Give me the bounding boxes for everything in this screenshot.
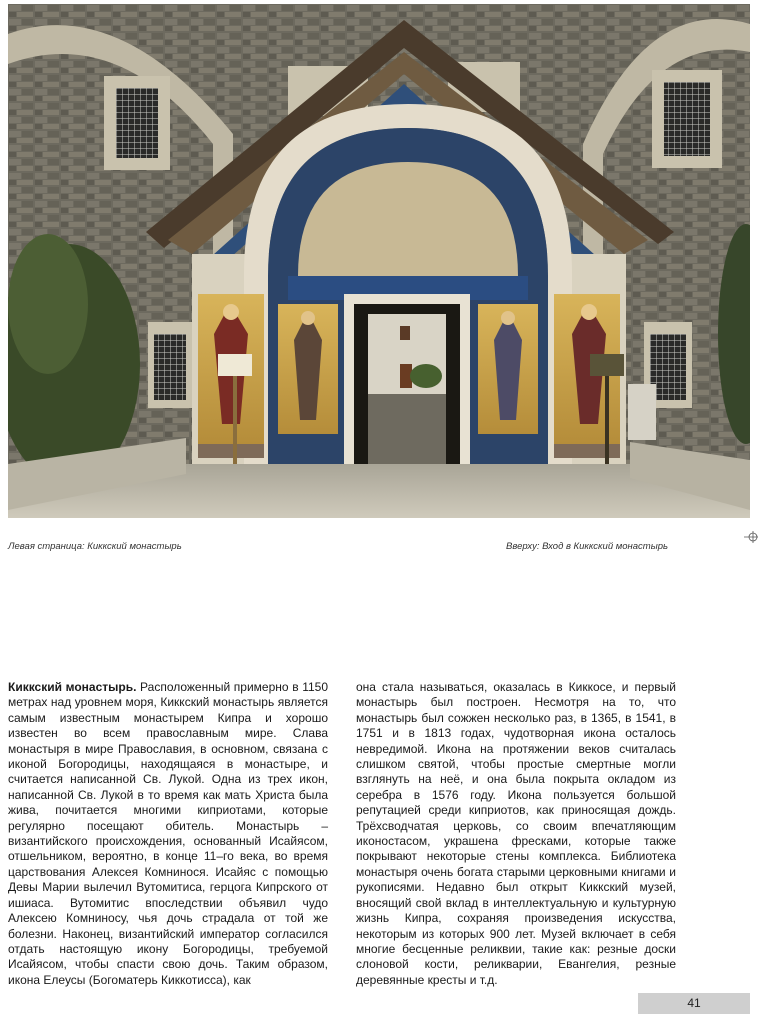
page-number: 41 xyxy=(638,993,750,1014)
article-lead-heading: Киккский монастырь. xyxy=(8,680,137,694)
caption-left-page: Левая страница: Киккский монастырь xyxy=(8,541,182,552)
article-column-left xyxy=(8,680,328,988)
caption-top-photo: Вверху: Вход в Киккский монастырь xyxy=(506,541,668,552)
crop-mark-icon xyxy=(744,530,758,544)
article-column-right: она стала называться, оказалась в Киккосе, и первый монастырь был построен. Несмотря на то, что монастырь был сожжен несколько раз, в 1365, в 1541, в 1751 и в 1813 годах, чудотворная икона осталось невредимой. Икона на протяжении веков считалась слишком святой, чтобы простые смертные могли взглянуть на неё, и она была покрыта окладом из серебра в 1576 году. Икона пользуется большой репутацией среди киприотов, как приносящая дождь. Трёхсводчатая церковь, со своим впечатляющим иконостасом, украшена фресками, которые также покрывают некоторые стены комплекса. Библиотека монастыря очень богата старыми церковными книгами и рукописями. Недавно был открыт Киккский музей, вносящий свой вклад в интеллектуальную и культурную жизнь Кипра, сохраняя произведения искусства, некоторым из которых 900 лет. Музей включает в себя многие бесценные реликвии, такие как: резные доски слоновой кости, реликварии, Евангелия, резные деревянные кресты и т.д. xyxy=(356,680,676,987)
monastery-entrance-photo xyxy=(8,4,750,518)
article-text-part-1: Расположенный примерно в 1150 метрах над уровнем моря, Киккский монастырь является самым известным монастырем Кипра и хорошо известен во всем православным мире. Слава монастыря в мире Православия, в основном, связана с иконой Богородицы, находящаяся в монастыре, и считается написанной Св. Лукой. Одна из трех икон, написанной Св. Лукой в то время как мать Христа была жива, почитается многими киприотами, которые регулярно посещают обитель. Монастырь – византийского происхождения, основанный Исайясом, отшельником, вероятно, в конце 11–го века, во время царствования Алексея Комнинося. Исайяс с помощью Девы Марии вылечил Вутомитиса, герцога Кипрского от ишиаса. Вутомитис впоследствии объявил чудо Алексею Комниносу, чья дочь страдала от той же болезни. Наконец, византийский император согласился отдать настоящую икону Богородицы, требуемой Исайясом, чтобы спасти свою дочь. Таким образом, икона Елеусы (Богоматерь Киккотисса), как xyxy=(8,680,328,987)
